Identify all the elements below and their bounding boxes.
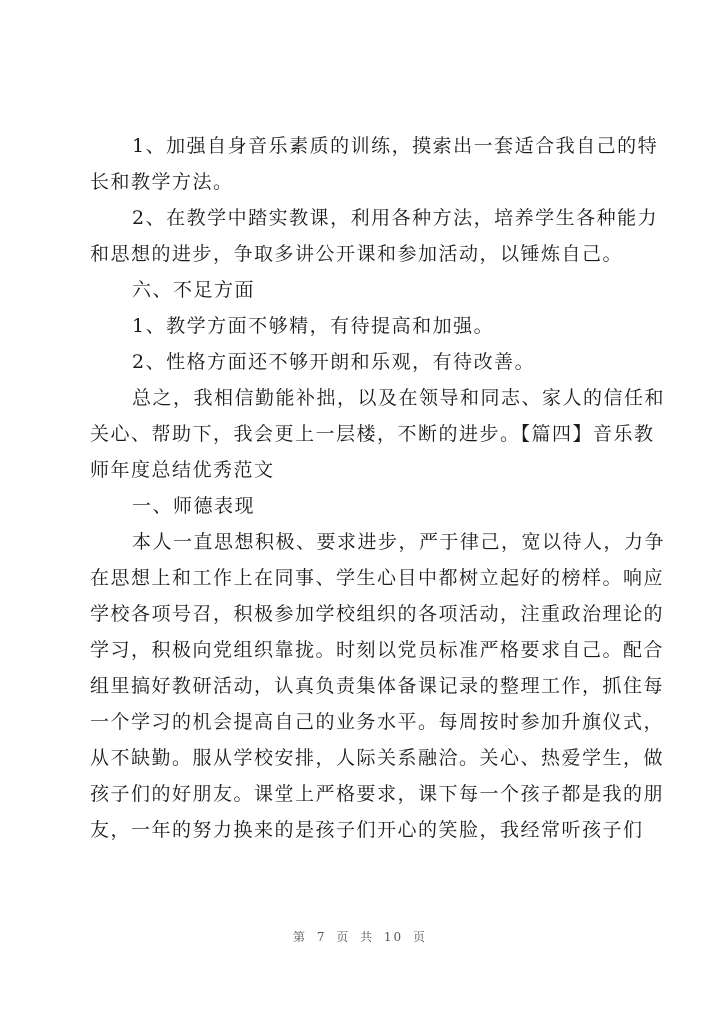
text-line: 和思想的进步，争取多讲公开课和参加活动，以锤炼自己。 (90, 243, 624, 265)
text-line: 1、加强自身音乐素质的训练，摸索出一套适合我自己的特 (132, 135, 659, 157)
text-line: 关心、帮助下，我会更上一层楼，不断的进步。【篇四】音乐教 (90, 423, 655, 445)
text-line: 2、在教学中踏实教课，利用各种方法，培养学生各种能力 (132, 207, 659, 229)
text-line: 2、性格方面还不够开朗和乐观，有待改善。 (132, 351, 536, 373)
text-line: 长和教学方法。 (90, 171, 234, 193)
text-line: 从不缺勤。服从学校安排，人际关系融洽。关心、热爱学生，做 (90, 747, 665, 769)
text-line: 学习，积极向党组织靠拢。时刻以党员标准严格要求自己。配合 (90, 639, 665, 661)
text-line: 本人一直思想积极、要求进步，严于律己，宽以待人，力争 (132, 531, 666, 553)
document-body (90, 128, 666, 848)
text-line: 一个学习的机会提高自己的业务水平。每周按时参加升旗仪式， (90, 711, 665, 733)
text-line: 组里搞好教研活动，认真负责集体备课记录的整理工作，抓住每 (90, 675, 665, 697)
text-line: 在思想上和工作上在同事、学生心目中都树立起好的榜样。响应 (90, 567, 665, 589)
text-line: 师年度总结优秀范文 (90, 459, 275, 481)
text-line: 总之，我相信勤能补拙，以及在领导和同志、家人的信任和 (132, 387, 666, 409)
text-line: 孩子们的好朋友。课堂上严格要求，课下每一个孩子都是我的朋 (90, 783, 665, 805)
page-number-footer: 第 7 页 共 10 页 (293, 930, 427, 944)
text-line: 学校各项号召，积极参加学校组织的各项活动，注重政治理论的 (90, 603, 665, 625)
text-line: 六、不足方面 (132, 279, 256, 301)
text-line: 1、教学方面不够精，有待提高和加强。 (132, 315, 495, 337)
text-line: 一、师德表现 (132, 495, 256, 517)
text-line: 友，一年的努力换来的是孩子们开心的笑脸，我经常听孩子们 (90, 819, 644, 841)
